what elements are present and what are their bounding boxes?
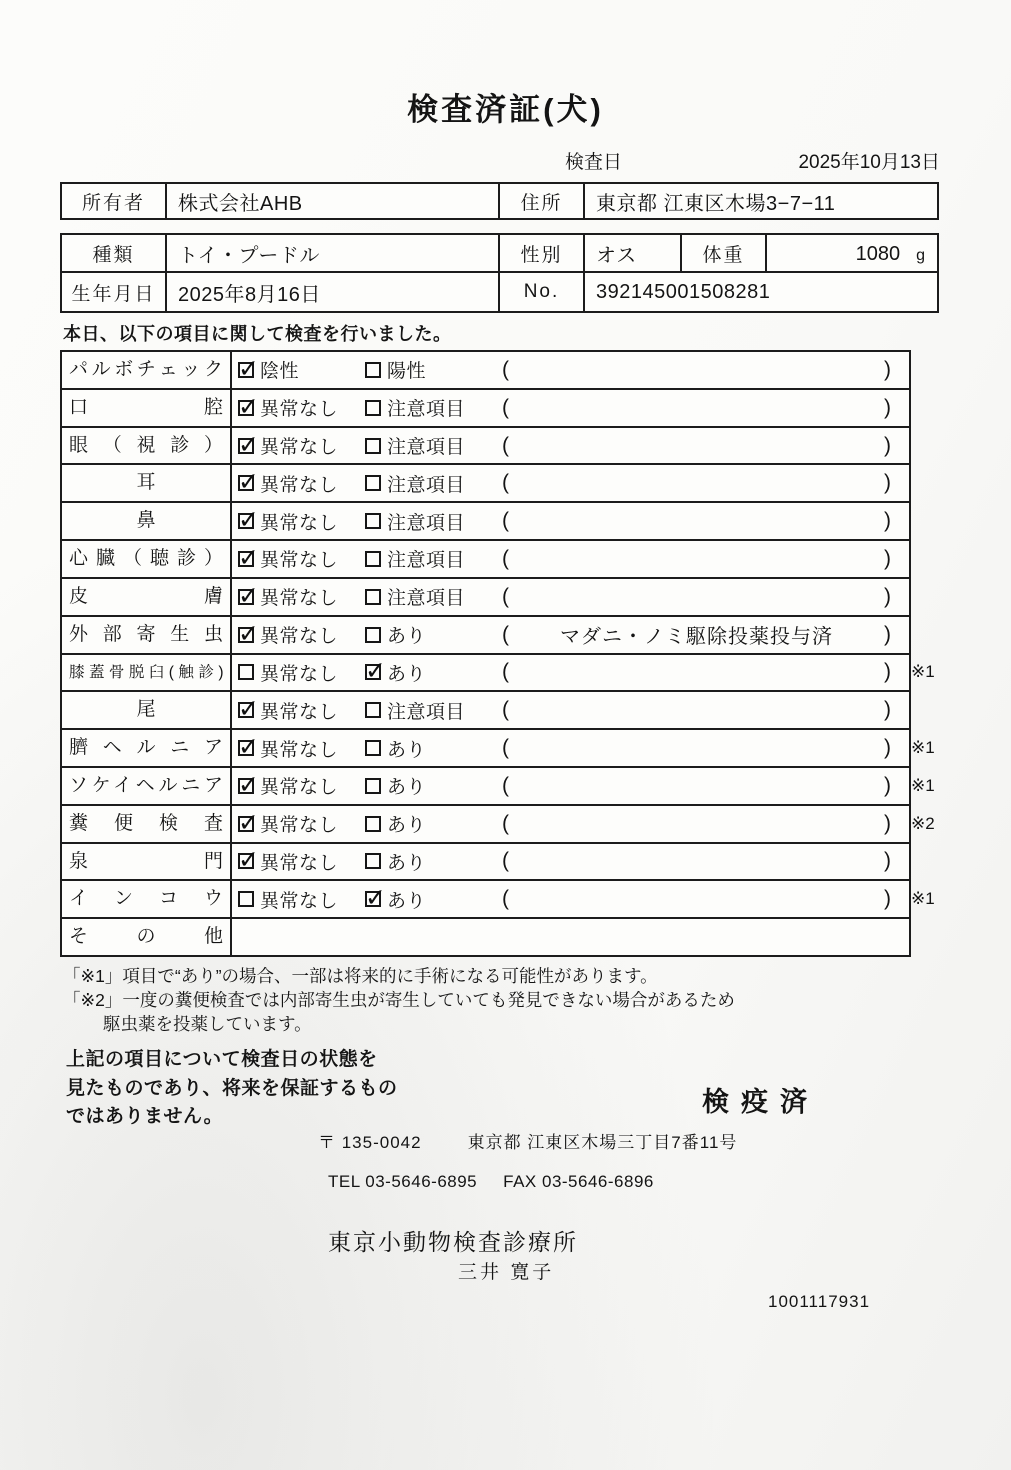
checkbox-icon xyxy=(238,400,254,416)
checkbox-icon xyxy=(365,627,381,643)
remarks-field xyxy=(500,617,909,653)
clinic-address-line xyxy=(318,1128,737,1153)
option-1-label: 異常なし xyxy=(260,512,339,534)
postal-code: 〒 135-0042 xyxy=(318,1133,422,1152)
option-2-label: あり xyxy=(387,739,427,761)
option-1 xyxy=(232,617,365,653)
remarks-field xyxy=(500,390,909,426)
checkbox-icon xyxy=(365,438,381,454)
item-label: 心臓（聴診） xyxy=(62,541,232,577)
paren-close: ) xyxy=(884,622,891,646)
checkbox-icon xyxy=(238,664,254,680)
table-row xyxy=(62,730,935,768)
option-1-label: 異常なし xyxy=(260,626,339,648)
item-label: 尾 xyxy=(62,692,232,728)
remarks-field xyxy=(500,541,909,577)
option-2 xyxy=(365,730,500,766)
remarks-field xyxy=(500,465,909,501)
option-2-label: 注意項目 xyxy=(387,437,466,459)
option-2 xyxy=(365,844,500,880)
option-1 xyxy=(232,428,365,464)
remarks-text: マダニ・ノミ駆除投薬投与済 xyxy=(560,626,833,649)
sex-value: オス xyxy=(585,235,682,271)
option-2 xyxy=(365,655,500,691)
table-row xyxy=(62,844,909,882)
option-2-label: あり xyxy=(387,663,427,685)
table-row xyxy=(62,503,909,541)
option-2-label: 注意項目 xyxy=(387,512,466,534)
option-2 xyxy=(365,352,500,388)
option-2-label: あり xyxy=(387,852,427,874)
checkbox-icon xyxy=(238,513,254,529)
option-2 xyxy=(365,390,500,426)
checkbox-icon xyxy=(365,551,381,567)
breed-value: トイ・プードル xyxy=(167,235,500,271)
item-label: 臍ヘルニア xyxy=(62,730,232,766)
paren-close: ) xyxy=(884,849,891,873)
item-label: 糞便検査 xyxy=(62,806,232,842)
option-2-label: 注意項目 xyxy=(387,474,466,496)
remarks-field xyxy=(500,503,909,539)
owner-table xyxy=(60,182,939,220)
option-1 xyxy=(232,881,365,917)
option-1 xyxy=(232,390,365,426)
checkbox-icon xyxy=(365,891,381,907)
paren-open: ( xyxy=(502,433,509,457)
footnotes xyxy=(63,964,735,1036)
option-1-label: 異常なし xyxy=(260,437,339,459)
paren-close: ) xyxy=(884,698,891,722)
footnote-2-cont: 駆虫薬を投薬しています。 xyxy=(103,1014,312,1034)
table-row xyxy=(62,881,935,919)
checkbox-icon xyxy=(365,475,381,491)
option-2-label: あり xyxy=(387,626,427,648)
paren-close: ) xyxy=(884,433,891,457)
option-2-label: あり xyxy=(387,815,427,837)
checkbox-icon xyxy=(238,551,254,567)
weight-unit: g xyxy=(916,247,925,264)
table-row xyxy=(62,541,909,579)
item-label: 膝蓋骨脱臼(触診) xyxy=(62,655,232,691)
inspection-date-value: 2025年10月13日 xyxy=(798,152,940,173)
weight-value: 1080 xyxy=(855,243,901,265)
table-row xyxy=(62,655,935,693)
option-1 xyxy=(232,806,365,842)
option-1-label: 異常なし xyxy=(260,739,339,761)
table-row xyxy=(62,768,935,806)
table-row xyxy=(62,579,909,617)
checkbox-icon xyxy=(238,702,254,718)
quarantine-stamp: 検疫済 xyxy=(702,1087,819,1117)
option-1 xyxy=(232,352,365,388)
item-label: 皮膚 xyxy=(62,579,232,615)
checkbox-icon xyxy=(238,853,254,869)
option-1 xyxy=(232,655,365,691)
option-1-label: 異常なし xyxy=(260,550,339,572)
disclaimer xyxy=(66,1046,398,1132)
remarks-field xyxy=(500,768,909,804)
paren-open: ( xyxy=(502,584,509,608)
footnote-mark: ※1 xyxy=(911,775,935,795)
disclaimer-line-2: 見たものであり、将来を保証するもの xyxy=(66,1077,398,1099)
option-1-label: 異常なし xyxy=(260,399,339,421)
item-label: インコウ xyxy=(62,881,232,917)
clinic-address: 東京都 江東区木場三丁目7番11号 xyxy=(467,1133,738,1152)
address-label: 住所 xyxy=(500,184,585,218)
table-row xyxy=(62,390,909,428)
address-value: 東京都 江東区木場3−7−11 xyxy=(596,192,836,215)
paren-open: ( xyxy=(502,357,509,381)
fax-number: FAX 03-5646-6896 xyxy=(503,1172,654,1191)
item-label: 外部寄生虫 xyxy=(62,617,232,653)
footnote-mark: ※2 xyxy=(911,813,935,833)
inspection-date-label: 検査日 xyxy=(565,152,623,173)
checkbox-icon xyxy=(238,891,254,907)
birth-value: 2025年8月16日 xyxy=(167,273,500,311)
paren-open: ( xyxy=(502,471,509,495)
table-row xyxy=(62,428,909,466)
option-1-label: 異常なし xyxy=(260,474,339,496)
option-2-label: 陽性 xyxy=(387,361,427,383)
option-2-label: あり xyxy=(387,890,427,912)
checkbox-icon xyxy=(365,778,381,794)
item-label: パルボチェック xyxy=(62,352,232,388)
remarks-field xyxy=(500,692,909,728)
checkbox-icon xyxy=(238,362,254,378)
option-1-label: 陰性 xyxy=(260,361,300,383)
paren-close: ) xyxy=(884,357,891,381)
option-2 xyxy=(365,428,500,464)
checkbox-icon xyxy=(238,778,254,794)
checkbox-icon xyxy=(365,589,381,605)
tel-fax-line xyxy=(328,1172,654,1192)
option-2 xyxy=(365,541,500,577)
checkbox-icon xyxy=(365,853,381,869)
item-label: その他 xyxy=(62,919,232,955)
paren-close: ) xyxy=(884,736,891,760)
option-1 xyxy=(232,692,365,728)
remarks-field xyxy=(500,428,909,464)
option-1-label: 異常なし xyxy=(260,588,339,610)
paren-close: ) xyxy=(884,660,891,684)
pet-info-table xyxy=(60,233,939,313)
option-2 xyxy=(365,617,500,653)
paren-open: ( xyxy=(502,773,509,797)
checkbox-icon xyxy=(365,664,381,680)
paren-open: ( xyxy=(502,509,509,533)
clinic-name: 東京小動物検査診療所 xyxy=(328,1229,578,1255)
checkbox-icon xyxy=(365,702,381,718)
paren-open: ( xyxy=(502,811,509,835)
paren-open: ( xyxy=(502,698,509,722)
paren-open: ( xyxy=(502,849,509,873)
item-label: 口腔 xyxy=(62,390,232,426)
table-row xyxy=(62,919,909,955)
owner-label: 所有者 xyxy=(62,184,167,218)
paren-open: ( xyxy=(502,546,509,570)
paren-open: ( xyxy=(502,736,509,760)
table-row xyxy=(62,617,909,655)
option-1 xyxy=(232,768,365,804)
document-serial-number: 1001117931 xyxy=(768,1292,871,1311)
paren-open: ( xyxy=(502,660,509,684)
checkbox-icon xyxy=(238,475,254,491)
weight-label: 体重 xyxy=(682,235,767,271)
footnote-mark: ※1 xyxy=(911,662,935,682)
option-1 xyxy=(232,541,365,577)
table-row xyxy=(62,806,935,844)
footnote-2: 「※2」一度の糞便検査では内部寄生虫が寄生していても発見できない場合があるため xyxy=(63,990,735,1010)
item-label: ソケイヘルニア xyxy=(62,768,232,804)
paren-open: ( xyxy=(502,887,509,911)
option-1 xyxy=(232,465,365,501)
option-2-label: 注意項目 xyxy=(387,399,466,421)
option-2-label: 注意項目 xyxy=(387,701,466,723)
paren-open: ( xyxy=(502,395,509,419)
option-1-label: 異常なし xyxy=(260,890,339,912)
option-2 xyxy=(365,881,500,917)
table-row xyxy=(62,465,909,503)
checkbox-icon xyxy=(365,400,381,416)
birth-label: 生年月日 xyxy=(62,273,167,311)
option-2 xyxy=(365,465,500,501)
paren-open: ( xyxy=(502,622,509,646)
option-2-label: 注意項目 xyxy=(387,550,466,572)
page-title: 検査済証(犬) xyxy=(407,92,604,127)
weight-value-cell xyxy=(767,235,937,271)
option-1-label: 異常なし xyxy=(260,701,339,723)
item-label: 鼻 xyxy=(62,503,232,539)
pet-info-row-2 xyxy=(62,273,937,311)
no-value: 392145001508281 xyxy=(596,280,771,303)
option-1 xyxy=(232,503,365,539)
disclaimer-line-3: ではありません。 xyxy=(66,1106,224,1127)
owner-value: 株式会社AHB xyxy=(167,184,500,218)
remarks-field xyxy=(500,881,909,917)
disclaimer-line-1: 上記の項目について検査日の状態を xyxy=(66,1049,378,1070)
option-1-label: 異常なし xyxy=(260,777,339,799)
paren-close: ) xyxy=(884,811,891,835)
option-1-label: 異常なし xyxy=(260,815,339,837)
checkbox-icon xyxy=(238,816,254,832)
no-label: No. xyxy=(500,273,585,311)
breed-label: 種類 xyxy=(62,235,167,271)
checkbox-icon xyxy=(365,816,381,832)
checkbox-icon xyxy=(365,362,381,378)
sex-label: 性別 xyxy=(500,235,585,271)
paren-close: ) xyxy=(884,584,891,608)
paren-close: ) xyxy=(884,509,891,533)
remarks-field xyxy=(500,730,909,766)
intro-text: 本日、以下の項目に関して検査を行いました。 xyxy=(63,324,452,344)
checkbox-icon xyxy=(365,513,381,529)
inspection-table xyxy=(60,350,935,957)
checkbox-icon xyxy=(238,589,254,605)
pet-info-row-1 xyxy=(62,235,937,273)
option-1 xyxy=(232,579,365,615)
item-label: 眼（視診） xyxy=(62,428,232,464)
table-row xyxy=(62,352,909,390)
tel-number: TEL 03-5646-6895 xyxy=(328,1172,478,1191)
inspection-date-row xyxy=(565,147,940,174)
footnote-mark: ※1 xyxy=(911,738,935,758)
remarks-field xyxy=(500,806,909,842)
item-label: 耳 xyxy=(62,465,232,501)
option-2 xyxy=(365,692,500,728)
paren-close: ) xyxy=(884,395,891,419)
checkbox-icon xyxy=(238,627,254,643)
remarks-field xyxy=(500,655,909,691)
option-2-label: 注意項目 xyxy=(387,588,466,610)
checkbox-icon xyxy=(238,740,254,756)
checkbox-icon xyxy=(365,740,381,756)
option-2 xyxy=(365,503,500,539)
option-2 xyxy=(365,579,500,615)
option-2 xyxy=(365,806,500,842)
option-2-label: あり xyxy=(387,777,427,799)
paren-close: ) xyxy=(884,546,891,570)
checkbox-icon xyxy=(238,438,254,454)
option-1 xyxy=(232,844,365,880)
paren-close: ) xyxy=(884,471,891,495)
option-1 xyxy=(232,730,365,766)
option-1-label: 異常なし xyxy=(260,663,339,685)
option-1-label: 異常なし xyxy=(260,852,339,874)
remarks-field xyxy=(500,844,909,880)
footnote-mark: ※1 xyxy=(911,889,935,909)
paren-close: ) xyxy=(884,887,891,911)
remarks-field xyxy=(500,352,909,388)
remarks-field xyxy=(500,579,909,615)
paren-close: ) xyxy=(884,773,891,797)
table-row xyxy=(62,692,909,730)
item-label: 泉門 xyxy=(62,844,232,880)
option-2 xyxy=(365,768,500,804)
veterinarian-name: 三井 寛子 xyxy=(458,1262,555,1283)
footnote-1: 「※1」項目で“あり”の場合、一部は将来的に手術になる可能性があります。 xyxy=(63,966,658,986)
